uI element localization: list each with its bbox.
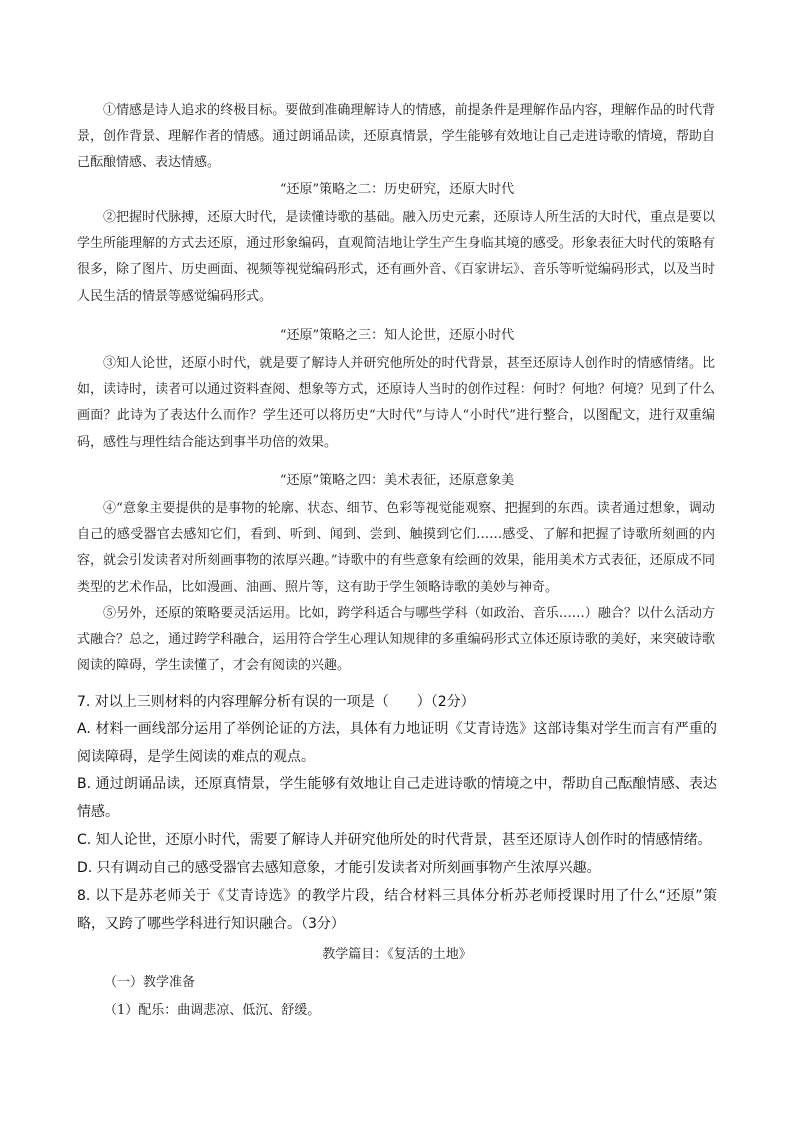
lesson-item-1: （1）配乐：曲调悲凉、低沉、舒缓。 xyxy=(104,1003,321,1018)
lesson-section-heading: （一）教学准备 xyxy=(104,975,196,990)
material-paragraph-5: ⑤另外，还原的策略要灵活运用。比如，跨学科适合与哪些学科（如政治、音乐……）融合？以什么活动方式融合？总之，通过跨学科融合，运用符合学生心理认知规律的多重编码形式立体还原诗歌的美好，来突破诗歌阅读的障碍，学生读懂了，才会有阅读的兴趣。 xyxy=(77,606,715,674)
lesson-title: 教学篇目：《复活的土地》 xyxy=(322,947,472,962)
strategy-heading-3: “还原”策略之三：知人论世，还原小时代 xyxy=(279,328,515,343)
strategy-heading-4: “还原”策略之四：美术表征，还原意象美 xyxy=(279,473,515,488)
question-7-option-c: C. 知人论世，还原小时代，需要了解诗人并研究他所处的时代背景，甚至还原诗人创作时的情感情绪。 xyxy=(77,832,712,848)
material-paragraph-1: ①情感是诗人追求的终极目标。要做到准确理解诗人的情感，前提条件是理解作品内容，理解作品的时代背景，创作背景、理解作者的情感。通过朗诵品读，还原真情景，学生能够有效地让自己走进诗歌的情境，帮助自己酝酿情感、表达情感。 xyxy=(77,103,715,171)
question-7-option-a: A. 材料一画线部分运用了举例论证的方法，具体有力地证明《艾青诗选》这部诗集对学生而言有严重的阅读障碍，是学生阅读的难点的观点。 xyxy=(77,721,717,765)
question-7-option-b: B. 通过朗诵品读，还原真情景，学生能够有效地让自己走进诗歌的情境之中，帮助自己酝酿情感、表达情感。 xyxy=(77,776,717,820)
question-7-option-d: D. 只有调动自己的感受器官去感知意象，才能引发读者对所刻画事物产生浓厚兴趣。 xyxy=(77,860,601,876)
material-paragraph-4: ④“意象主要提供的是事物的轮廓、状态、细节、色彩等视觉能观察、把握到的东西。读者通过想象，调动自己的感受器官去感知它们，看到、听到、闻到、尝到、触摸到它们……感受、了解和把握了诗歌所刻画的内容，就会引发读者对所刻画事物的浓厚兴趣。”诗歌中的有些意象有绘画的效果，能用美术方式表征，还原成不同类型的艺术作品，比如漫画、油画、照片等，这有助于学生领略诗歌的美妙与神奇。 xyxy=(77,501,715,595)
material-paragraph-3: ③知人论世，还原小时代，就是要了解诗人并研究他所处的时代背景，甚至还原诗人创作时的情感情绪。比如，读诗时，读者可以通过资料查阅、想象等方式，还原诗人当时的创作过程：何时？何地？何境？见到了什么画面？此诗为了表达什么而作？学生还可以将历史“大时代”与诗人“小时代”进行整合，以图配文，进行双重编码，感性与理性结合能达到事半功倍的效果。 xyxy=(77,356,715,450)
material-paragraph-2: ②把握时代脉搏，还原大时代，是读懂诗歌的基础。融入历史元素，还原诗人所生活的大时代，重点是要以学生所能理解的方式去还原，通过形象编码，直观简洁地让学生产生身临其境的感受。形象表征大时代的策略有很多，除了图片、历史画面、视频等视觉编码形式，还有画外音、《百家讲坛》、音乐等听觉编码形式，以及当时人民生活的情景等感觉编码形式。 xyxy=(77,210,715,304)
strategy-heading-2: “还原”策略之二：历史研究，还原大时代 xyxy=(279,182,515,197)
question-8-stem: 8. 以下是苏老师关于《艾青诗选》的教学片段，结合材料三具体分析苏老师授课时用了什么“还原”策略，又跨了哪些学科进行知识融合。（3分） xyxy=(77,888,717,932)
question-7-stem: 7. 对以上三则材料的内容理解分析有误的一项是（ ）（2分） xyxy=(77,694,475,710)
